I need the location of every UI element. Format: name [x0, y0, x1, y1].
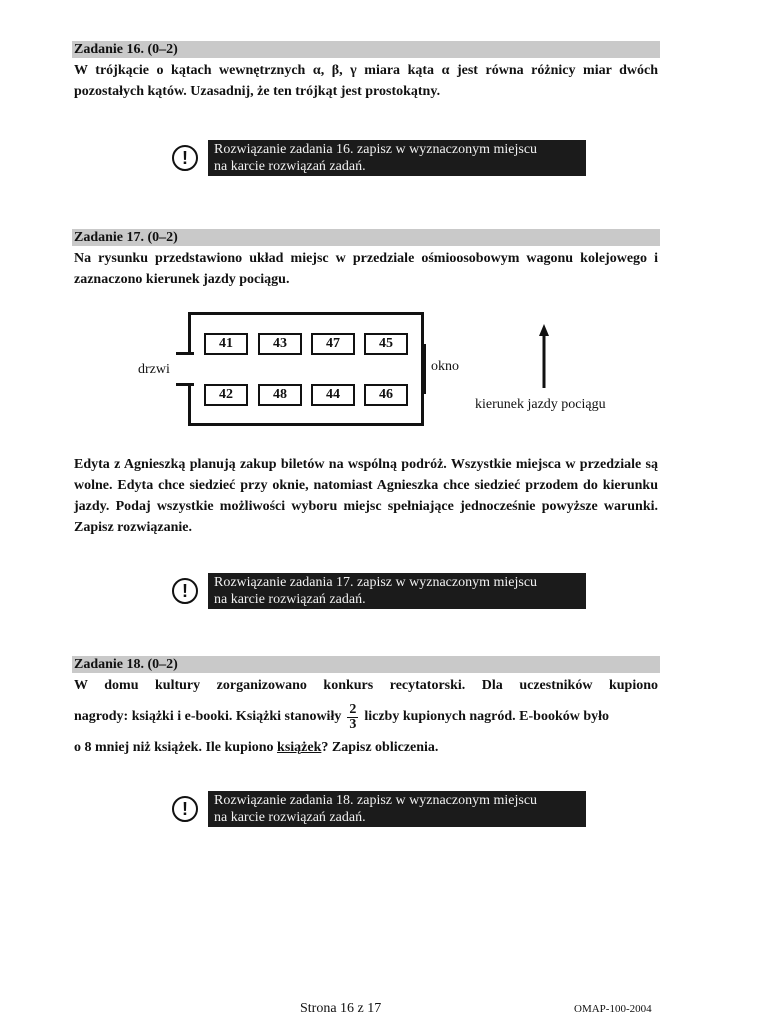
- direction-label: kierunek jazdy pociągu: [475, 397, 606, 412]
- task-18-underlined-word: książek: [277, 740, 322, 755]
- task-18-line-2a: nagrody: książki i e-booki. Książki stanowiły: [74, 709, 342, 724]
- exclamation-icon: !: [172, 578, 198, 604]
- task-17-notice: [172, 573, 586, 609]
- task-18-line-3: [74, 737, 658, 759]
- door-label: drzwi: [138, 362, 170, 377]
- seat-41: 41: [204, 333, 248, 355]
- task-18-line-1: W domu kultury zorganizowano konkurs recytatorski. Dla uczestników kupiono: [74, 678, 658, 693]
- task-18-notice: [172, 791, 586, 827]
- seat-43: 43: [258, 333, 302, 355]
- task-16-header: Zadanie 16. (0–2): [72, 41, 660, 58]
- task-18-line-2b: liczby kupionych nagród. E-booków było: [364, 709, 610, 724]
- notice-box: [208, 573, 586, 609]
- task-18-text: [74, 675, 658, 759]
- task-16-notice: [172, 140, 586, 176]
- task-17-text: Na rysunku przedstawiono układ miejsc w przedziale ośmioosobowym wagonu kolejowego i zaznaczono kierunek jazdy pociągu.: [74, 251, 658, 287]
- door-jamb-lower: [176, 383, 194, 386]
- notice-box: [208, 791, 586, 827]
- task-16-text: W trójkącie o kątach wewnętrznych α, β, γ miara kąta α jest równa różnicy miar dwóch pozostałych kątów. Uzasadnij, że ten trójkąt jest prostokątny.: [74, 63, 658, 99]
- task-17-header: Zadanie 17. (0–2): [72, 229, 660, 246]
- exclamation-icon: !: [172, 796, 198, 822]
- fraction-numerator: 2: [349, 701, 357, 717]
- fraction-two-thirds: [347, 703, 358, 732]
- window-label: okno: [431, 359, 459, 374]
- notice-box: [208, 140, 586, 176]
- notice-line-1: Rozwiązanie zadania 17. zapisz w wyznaczonym miejscu: [214, 575, 538, 590]
- task-17-text-2: Edyta z Agnieszką planują zakup biletów na wspólną podróż. Wszystkie miejsca w przedziale są wolne. Edyta chce siedzieć przy oknie, natomiast Agnieszka chce siedzieć przodem do kierunku jazdy. Podaj wszystkie możliwości wyboru miejsc spełniające jednocześnie powyższe warunki. Zapisz rozwiązanie.: [74, 457, 658, 535]
- window-marker: [421, 344, 426, 394]
- notice-line-1: Rozwiązanie zadania 16. zapisz w wyznaczonym miejscu: [214, 142, 538, 157]
- seat-46: 46: [364, 384, 408, 406]
- fraction-denominator: 3: [349, 716, 357, 732]
- seat-48: 48: [258, 384, 302, 406]
- seat-45: 45: [364, 333, 408, 355]
- compartment-left-wall-upper: [188, 312, 191, 354]
- document-code: OMAP-100-2004: [574, 1003, 652, 1015]
- task-18-line-2: [74, 701, 658, 733]
- task-18-header: Zadanie 18. (0–2): [72, 656, 660, 673]
- seat-42: 42: [204, 384, 248, 406]
- seat-47: 47: [311, 333, 355, 355]
- page-number: Strona 16 z 17: [300, 1001, 382, 1016]
- notice-line-1: Rozwiązanie zadania 18. zapisz w wyznaczonym miejscu: [214, 793, 538, 808]
- compartment-top-wall: [188, 312, 424, 315]
- compartment-bottom-wall: [188, 423, 424, 426]
- exclamation-icon: !: [172, 145, 198, 171]
- task-18-line-3a: o 8 mniej niż książek. Ile kupiono: [74, 740, 274, 755]
- direction-arrow-icon: [534, 324, 554, 390]
- notice-line-2: na karcie rozwiązań zadań.: [214, 159, 366, 174]
- task-18-line-3b: ? Zapisz obliczenia.: [321, 740, 439, 755]
- notice-line-2: na karcie rozwiązań zadań.: [214, 810, 366, 825]
- seat-44: 44: [311, 384, 355, 406]
- door-jamb-upper: [176, 352, 194, 355]
- notice-line-2: na karcie rozwiązań zadań.: [214, 592, 366, 607]
- compartment-left-wall-lower: [188, 384, 191, 426]
